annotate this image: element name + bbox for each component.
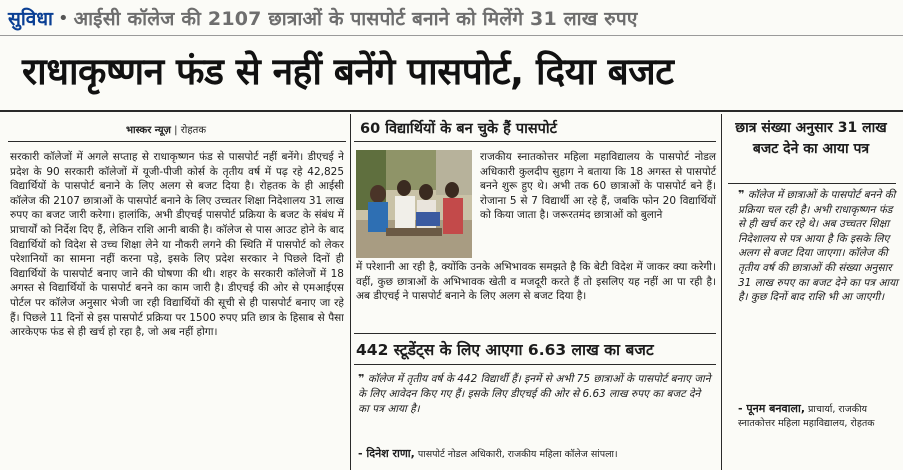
kicker-text: आईसी कॉलेज की 2107 छात्राओं के पासपोर्ट बनाने को मिलेंगे 31 लाख रुपए — [73, 8, 638, 30]
sidebar-rule — [728, 183, 896, 184]
sub-story-2-attribution-role: पासपोर्ट नोडल अधिकारी, राजकीय महिला कॉलेज सांपला। — [417, 449, 618, 460]
byline-place: रोहतक — [180, 125, 207, 136]
sidebar-quote — [738, 188, 898, 305]
column-divider-1 — [350, 114, 351, 470]
byline-separator: | — [174, 125, 178, 136]
sidebar-attribution-name: - पूनम बनवाला, — [738, 402, 805, 415]
column-divider-2 — [721, 114, 722, 470]
quote-mark-icon: ❞ — [358, 372, 365, 385]
headline: राधाकृष्णन फंड से नहीं बनेंगे पासपोर्ट, दिया बजट — [22, 50, 674, 93]
headline-rule — [0, 110, 903, 112]
sub-story-1-rule — [354, 141, 716, 142]
sub-story-1-text-below-photo: में परेशानी आ रही है, क्योंकि उनके अभिभावक समझते है कि बेटी विदेश में जाकर क्या करेगी। वहीं, कुछ छात्राओं के अभिभावक खेती व मजदूरी करते हैं तो इसलिए यह नहीं आ पा रही है। अब डीएचई ने पासपोर्ट बनाने के लिए अलग से बजट दिया है। — [356, 261, 716, 303]
sub-story-2-attribution-name: - दिनेश राणा, — [358, 447, 415, 460]
sub-story-2-rule — [354, 364, 716, 365]
sub-story-1-text-beside-photo: राजकीय स्नातकोत्तर महिला महाविद्यालय के पासपोर्ट नोडल अधिकारी कुलदीप सुहाग ने बताया कि 18 अगस्त से पासपोर्ट बनने शुरू हुए थे। अभी तक 60 छात्राओं के पासपोर्ट बने हैं। रोजाना 5 से 7 विद्यार्थी आ रहे हैं, जबकि फोन 20 विद्यार्थियों को किया जाता है। जरूरतमंद छात्राओं को बुलाने — [480, 151, 716, 222]
sub-story-2-quote — [358, 372, 714, 416]
sub-story-2-heading: 442 स्टूडेंट्स के लिए आएगा 6.63 लाख का बजट — [356, 341, 654, 359]
top-rule — [0, 35, 903, 36]
sub-story-1-heading: 60 विद्यार्थियों के बन चुके हैं पासपोर्ट — [360, 121, 557, 137]
sidebar-quote-text: कॉलेज में छात्राओं के पासपोर्ट बनने की प्रक्रिया चल रही है। अभी राधाकृष्णन फंड से ही खर्च कर रहे थे। अब उच्चतर शिक्षा निदेशालय से पत्र आया है कि इसके लिए अलग से बजट दिया जाएगा। कॉलेज की तृतीय वर्ष की छात्राओं की संख्या अनुसार 31 लाख रुपए का बजट देने का पत्र आया है। कुछ दिनों बाद राशि भी आ जाएगी। — [738, 189, 898, 304]
kicker-tag: सुविधा — [8, 8, 53, 30]
kicker-line — [8, 4, 638, 32]
sub-story-2-top-rule — [354, 333, 716, 334]
byline-rule — [8, 141, 346, 142]
sub-story-2-quote-text: कॉलेज में तृतीय वर्ष के 442 विद्यार्थी हैं। इनमें से अभी 75 छात्राओं के पासपोर्ट बनाए जाने के लिए आवेदन किए गए हैं। इसके लिए डीएचई की ओर से 6.63 लाख रुपए का बजट देने का पत्र आया है। — [358, 373, 711, 415]
byline-source: भास्कर न्यूज़ — [126, 125, 171, 136]
sidebar-attribution-role: प्राचार्या, राजकीय स्नातकोत्तर महिला महाविद्यालय, रोहतक — [738, 404, 875, 429]
main-story-text: सरकारी कॉलेजों में अगले सप्ताह से राधाकृष्णन फंड से पासपोर्ट नहीं बनेंगे। डीएचई ने प्रदेश के 90 सरकारी कॉलेजों में यूजी-पीजी कोर्स के तृतीय वर्ष में पढ़ रहे 42,825 विद्यार्थियों के पासपोर्ट बनाने के लिए अलग से बजट दिया है। रोहतक के ही आईसी कॉलेज की 2107 छात्राओं के पासपोर्ट बनाने के लिए उच्चतर शिक्षा निदेशालय 31 लाख रुपए का बजट जारी करेगा। हालांकि, अभी डीएचई पासपोर्ट प्रक्रिया के बजट के संबंध में प्राचार्यों को निर्देश दिए हैं, लेकिन राशि आनी बाकी है। कॉलेज से पास आउट होने के बाद विद्यार्थियों को विदेश से उच्च शिक्षा लेने या नौकरी लगने की स्थिति में पासपोर्ट को लेकर परेशानियों का सामना नहीं करना पड़े, इसके लिए प्रदेश सरकार ने पिछले दिनों ही विद्यार्थियों के पासपोर्ट बनाए जाने की घोषणा की थी। शहर के सरकारी कॉलेजों में 18 अगस्त से विद्यार्थियों के पासपोर्ट बनने का काम जारी है। डीएचई की ओर से एमआईएस पोर्टल पर कॉलेज अनुसार भेजी जा रही विद्यार्थियों की सूची से ही पासपोर्ट बनाए जा रहे हैं। पिछले 11 दिनों से इस पासपोर्ट प्रक्रिया पर 1500 रुपए प्रति छात्र के हिसाब से पैसा आरकेएफ फंड से ही खर्च हो रहा है, जो अब नहीं होगा। — [10, 151, 344, 339]
students-photo — [356, 150, 472, 258]
kicker-bullet: • — [57, 7, 69, 29]
byline — [126, 122, 206, 136]
sidebar-attribution — [738, 402, 900, 431]
sub-story-2-attribution — [358, 446, 618, 461]
quote-mark-icon: ❞ — [738, 188, 745, 201]
sidebar-heading: छात्र संख्या अनुसार 31 लाख बजट देने का आया पत्र — [735, 120, 887, 157]
